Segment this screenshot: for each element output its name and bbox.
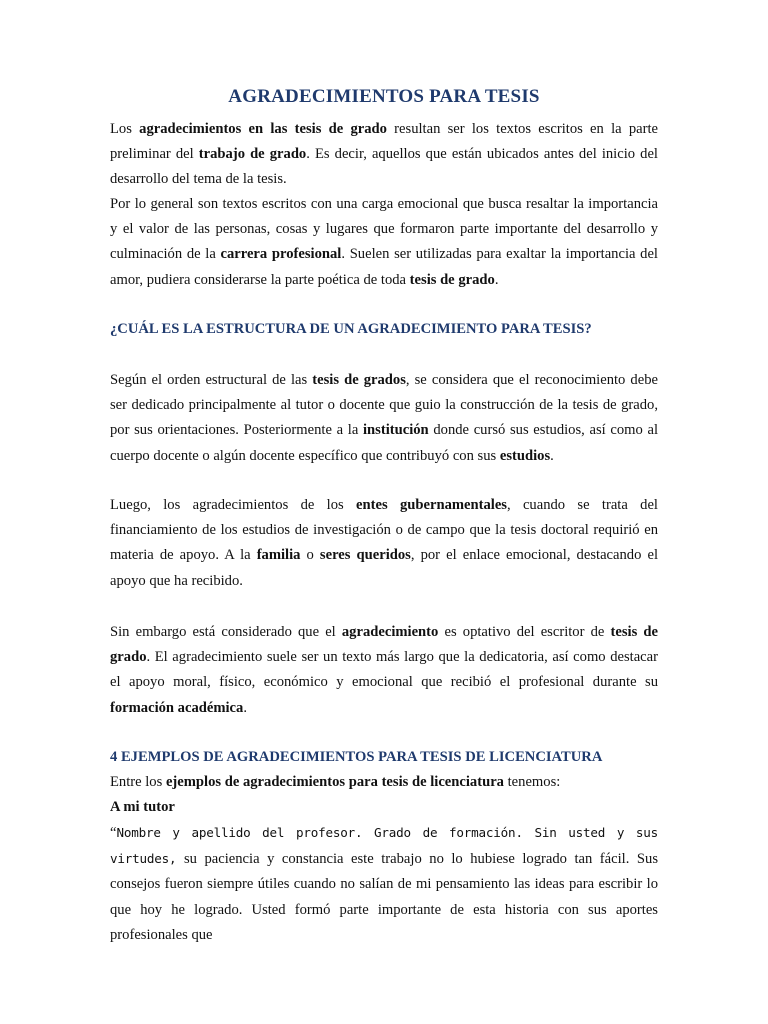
- bold-run: formación académica: [110, 699, 244, 716]
- quote-mark: “: [110, 825, 117, 841]
- structure-paragraph-2: [110, 493, 658, 594]
- section-heading-examples: 4 EJEMPLOS DE AGRADECIMIENTOS PARA TESIS DE LICENCIATURA: [110, 749, 603, 765]
- text-run: Según el orden estructural de las: [110, 372, 313, 388]
- structure-paragraph-1: [110, 368, 658, 469]
- page-title: AGRADECIMIENTOS PARA TESIS: [228, 86, 540, 107]
- subheading-tutor: A mi tutor: [110, 799, 175, 815]
- tutor-quote: [110, 820, 658, 948]
- text-run: . El agradecimiento suele ser un texto más largo que la dedicatoria, así como destacar el apoyo moral, físico, económico y emocional que recibió el profesional durante su: [110, 649, 658, 691]
- text-run: .: [550, 447, 554, 464]
- text-run: , cuando se trata del financiamiento de los estudios de investigación o de campo que la tesis doctoral requirió en materia de apoyo. A la: [110, 497, 658, 564]
- text-run: .: [243, 699, 247, 716]
- bold-run: agradecimiento: [341, 624, 439, 640]
- section-heading-structure: ¿CUÁL ES LA ESTRUCTURA DE UN AGRADECIMIENTO PARA TESIS?: [110, 321, 592, 337]
- bold-run: tesis de grado: [110, 624, 658, 666]
- bold-run: carrera profesional: [220, 246, 342, 263]
- bold-run: entes gubernamentales: [356, 497, 507, 513]
- bold-run: institución: [362, 422, 429, 439]
- text-run: . Es decir, aquellos que están ubicados antes del inicio del desarrollo del tema de la tesis.: [110, 146, 658, 188]
- text-run: resultan ser los textos escritos en la parte preliminar del: [110, 121, 659, 163]
- intro-paragraph-2: [110, 192, 658, 293]
- text-run: . Suelen ser utilizadas para exaltar la importancia del amor, pudiera considerarse la parte poética de toda: [110, 246, 658, 288]
- text-run: Nombre y apellido del profesor. Grado de formación. Sin usted y sus virtudes,: [110, 825, 658, 867]
- text-run: Luego, los agradecimientos de los: [110, 497, 357, 513]
- text-run: .: [494, 271, 499, 288]
- text-run: donde cursó sus estudios, así como al cuerpo docente o algún docente específico que contribuyó con sus: [110, 422, 658, 464]
- bold-run: agradecimientos en las tesis de grado: [139, 121, 387, 137]
- bold-run: familia: [256, 547, 301, 564]
- text-run: Entre los: [110, 774, 166, 790]
- text-run: su paciencia y constancia este trabajo no lo hubiese logrado tan fácil. Sus consejos fueron siempre útiles cuando no salían de mi pensamiento las ideas para escribir lo que hoy he logrado. Usted formó parte importante de esta historia con sus aportes profesionales que: [110, 851, 658, 943]
- text-run: Sin embargo está considerado que el: [110, 624, 342, 640]
- text-run: Por lo general son textos escritos con una carga emocional que busca resaltar la importancia y el valor de las personas, cosas y lugares que formaron parte importante del desarrollo y culminación de la: [110, 196, 658, 263]
- text-run: , se considera que el reconocimiento debe ser dedicado principalmente al tutor o docente que guio la construcción de la tesis de grado, por sus orientaciones. Posteriormente a la: [110, 372, 658, 439]
- bold-run: tesis de grados: [312, 372, 406, 388]
- text-run: Los: [110, 121, 140, 137]
- bold-run: seres queridos: [319, 547, 411, 564]
- intro-paragraph-1: [110, 117, 658, 193]
- bold-run: estudios: [499, 447, 551, 464]
- text-run: tenemos:: [503, 774, 561, 790]
- text-run: es optativo del escritor de: [438, 624, 611, 640]
- bold-run: trabajo de grado: [198, 146, 307, 163]
- text-run: o: [300, 547, 320, 564]
- bold-run: tesis de grado: [409, 271, 495, 288]
- text-run: , por el enlace emocional, destacando el apoyo que ha recibido.: [110, 547, 658, 589]
- structure-paragraph-3: [110, 620, 658, 721]
- examples-intro: [110, 770, 658, 795]
- bold-run: ejemplos de agradecimientos para tesis de licenciatura: [165, 774, 504, 790]
